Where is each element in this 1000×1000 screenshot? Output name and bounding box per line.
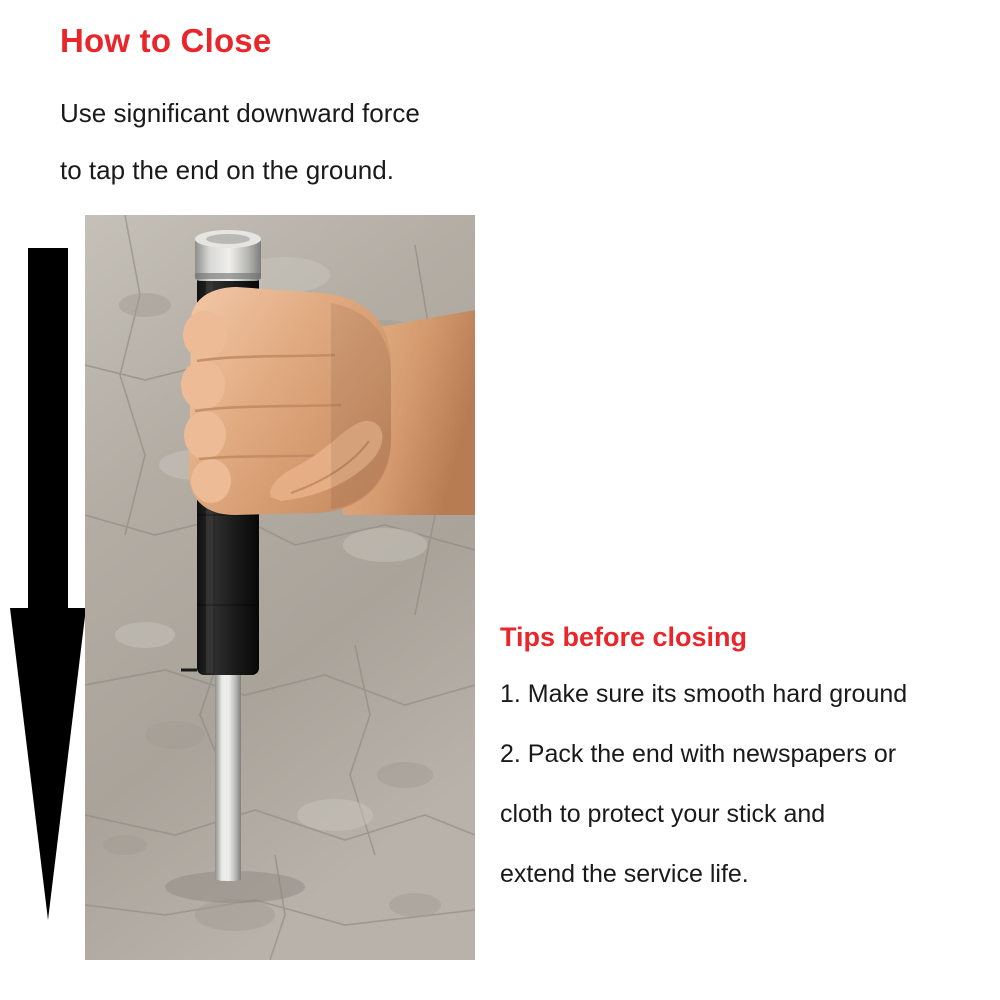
downward-arrow [10, 248, 90, 928]
downward-arrow-icon [10, 248, 90, 928]
instruction-line-1: Use significant downward force [60, 98, 420, 128]
tips-line-4: extend the service life. [500, 860, 749, 888]
instruction-line-2: to tap the end on the ground. [60, 155, 394, 185]
photo-illustration [85, 215, 475, 960]
tips-line-1: 1. Make sure its smooth hard ground [500, 680, 908, 708]
tips-line-3: cloth to protect your stick and [500, 800, 826, 828]
tips-line-2: 2. Pack the end with newspapers or [500, 740, 897, 768]
tips-title: Tips before closing [500, 622, 748, 652]
product-photo [85, 215, 475, 960]
page-title: How to Close [60, 22, 272, 59]
